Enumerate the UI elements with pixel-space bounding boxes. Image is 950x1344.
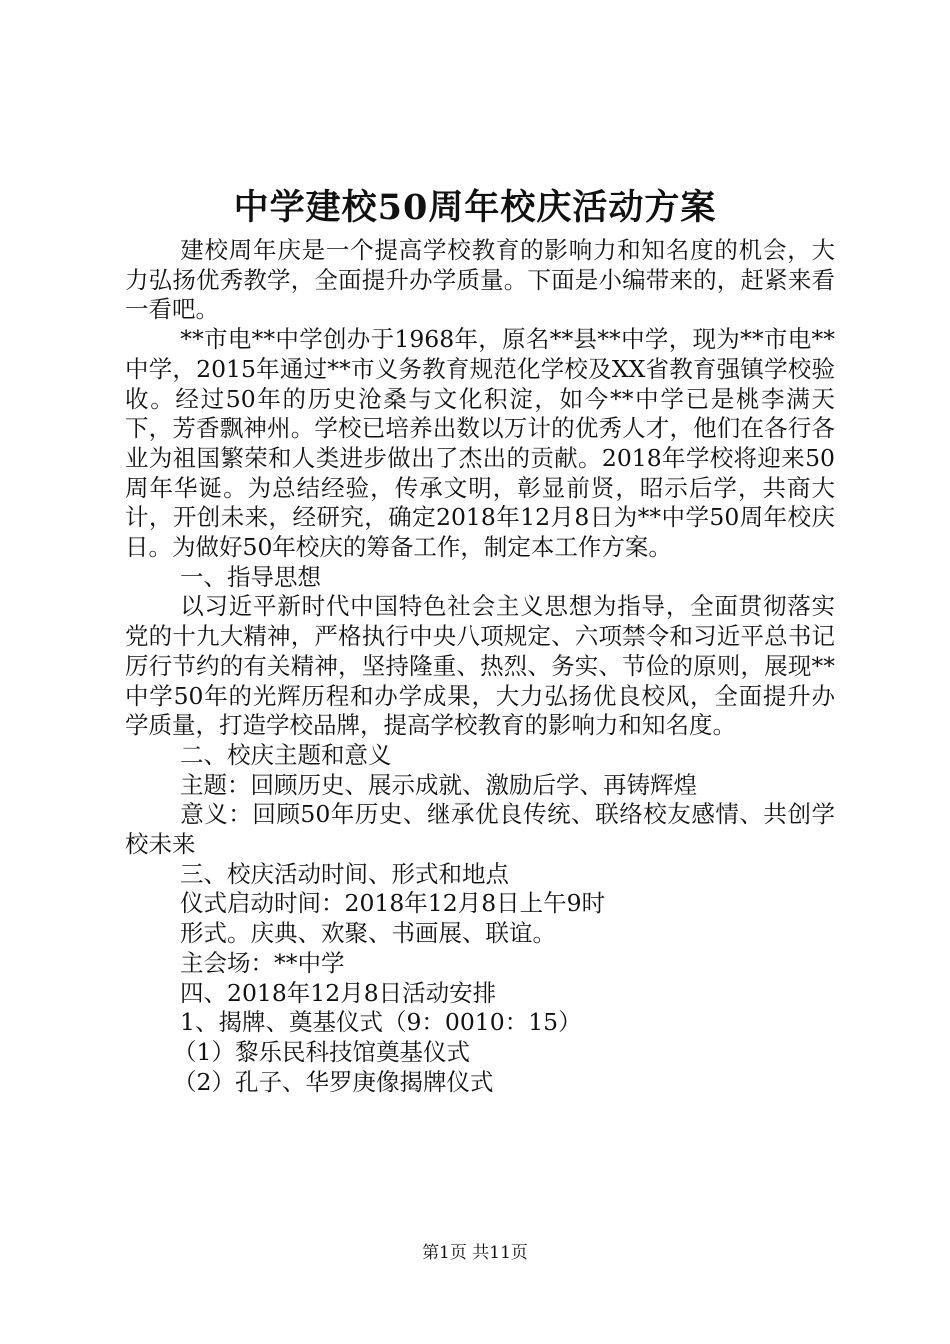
paragraph-theme: 主题：回顾历史、展示成就、激励后学、再铸辉煌	[180, 770, 697, 799]
paragraph-meaning: 意义：回顾50年历史、继承优良传统、联络校友感情、共创学校未来	[125, 800, 835, 859]
paragraph-main-venue: 主会场：**中学	[180, 948, 345, 977]
list-item-unveiling: （2）孔子、华罗庚像揭牌仪式	[173, 1067, 494, 1096]
list-item-groundbreaking: （1）黎乐民科技馆奠基仪式	[173, 1037, 470, 1066]
paragraph-intro: 建校周年庆是一个提高学校教育的影响力和知名度的机会，大力弘扬优秀教学，全面提升办学质量。下面是小编带来的，赶紧来看一看吧。	[125, 236, 835, 324]
page-number-footer: 第1页 共11页	[422, 1243, 528, 1263]
section-heading-theme-meaning: 二、校庆主题和意义	[180, 740, 392, 769]
paragraph-start-time: 仪式启动时间：2018年12月8日上午9时	[180, 889, 606, 918]
list-item-ceremony: 1、揭牌、奠基仪式（9：0010：15）	[180, 1008, 582, 1037]
section-heading-guiding-ideology: 一、指导思想	[180, 562, 321, 591]
paragraph-guiding-ideology: 以习近平新时代中国特色社会主义思想为指导，全面贯彻落实党的十九大精神，严格执行中央八项规定、六项禁令和习近平总书记厉行节约的有关精神，坚持隆重、热烈、务实、节俭的原则，展现**中学50年的光辉历程和办学成果，大力弘扬优良校风，全面提升办学质量，打造学校品牌，提高学校教育的影响力和知名度。	[125, 592, 835, 740]
document-body	[125, 236, 835, 1097]
paragraph-form: 形式。庆典、欢聚、书画展、联谊。	[180, 919, 556, 948]
document-title: 中学建校50周年校庆活动方案	[233, 187, 717, 228]
paragraph-school-history: **市电**中学创办于1968年，原名**县**中学，现为**市电**中学，2015年通过**市义务教育规范化学校及XX省教育强镇学校验收。经过50年的历史沧桑与文化积淀，如今**中学已是桃李满天下，芳香飘神州。学校已培养出数以万计的优秀人才，他们在各行各业为祖国繁荣和人类进步做出了杰出的贡献。2018年学校将迎来50周年华诞。为总结经验，传承文明，彰显前贤，昭示后学，共商大计，开创未来，经研究，确定2018年12月8日为**中学50周年校庆日。为做好50年校庆的筹备工作，制定本工作方案。	[125, 325, 835, 562]
section-heading-schedule: 四、2018年12月8日活动安排	[180, 978, 497, 1007]
section-heading-time-form-place: 三、校庆活动时间、形式和地点	[180, 859, 509, 888]
